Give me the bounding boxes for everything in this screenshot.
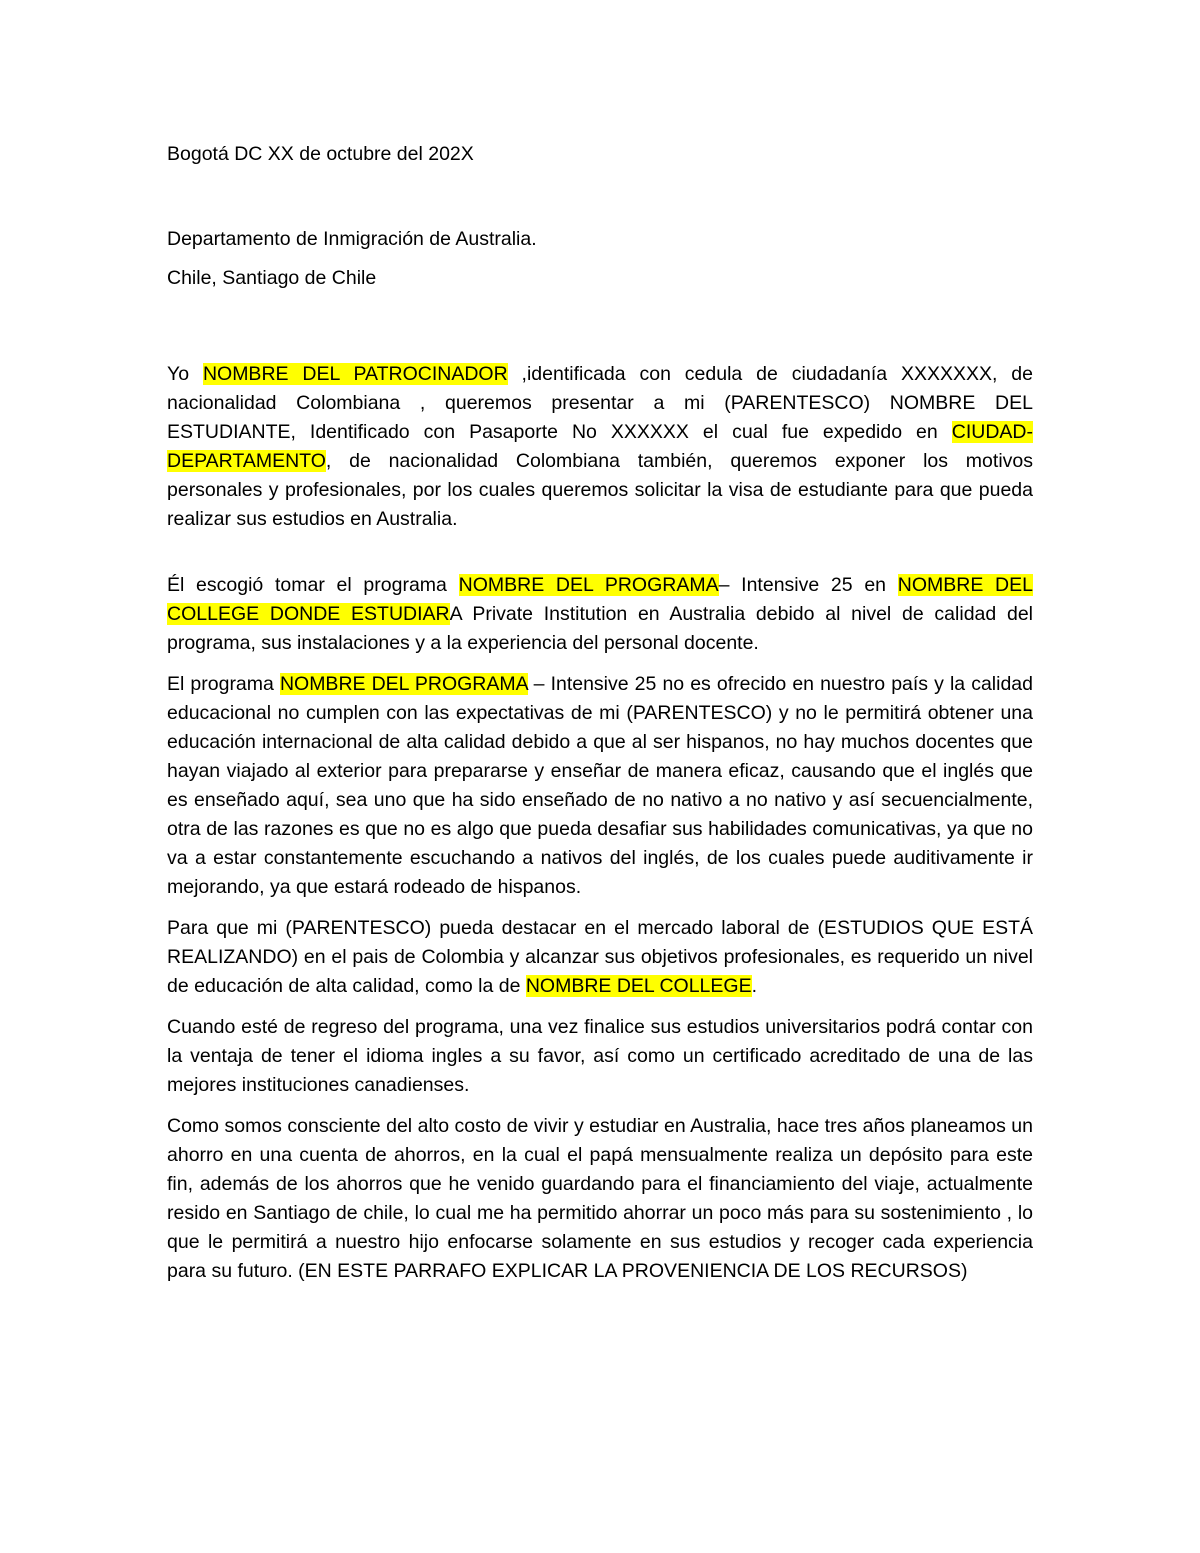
text-run: ,identificada con cedula de ciudadanía XXXXXXX, de nacionalidad Colombiana , queremos presentar a mi (PARENTESCO) NOMBRE DEL ESTUDIANTE, Identificado con Pasaporte No XXXXXX el cual fue expedido en xyxy=(167,363,1034,443)
text-run: El programa xyxy=(167,673,280,695)
text-run: . xyxy=(751,975,758,997)
recipient-line: Departamento de Inmigración de Australia. xyxy=(167,228,537,250)
paragraph-program-choice xyxy=(167,571,1033,658)
text-run: Él escogió tomar el programa xyxy=(167,574,459,596)
paragraph-program-justification xyxy=(167,670,1033,902)
highlight-city-department: CIUDAD-DEPARTAMENTO xyxy=(167,421,1033,472)
text-run: Yo xyxy=(167,363,203,385)
paragraph-return-plans: Cuando esté de regreso del programa, una vez finalice sus estudios universitarios podrá contar con la ventaja de tener el idioma ingles a su favor, así como un certificado acreditado de una de las mejores instituciones canadienses. xyxy=(167,1016,1033,1096)
letter-body xyxy=(167,140,1033,1286)
highlight-sponsor-name: NOMBRE DEL PATROCINADOR xyxy=(202,363,508,385)
highlight-college-name: NOMBRE DEL COLLEGE DONDE ESTUDIAR xyxy=(167,574,1033,625)
paragraph-financial-resources: Como somos consciente del alto costo de vivir y estudiar en Australia, hace tres años planeamos un ahorro en una cuenta de ahorros, en la cual el papá mensualmente realiza un depósito para este fin, además de los ahorros que he venido guardando para el financiamiento del viaje, actualmente resido en Santiago de chile, lo cual me ha permitido ahorrar un poco más para su sostenimiento , lo que le permitirá a nuestro hijo enfocarse solamente en sus estudios y recoger cada experiencia para su futuro. (EN ESTE PARRAFO EXPLICAR LA PROVENIENCIA DE LOS RECURSOS) xyxy=(167,1115,1033,1282)
paragraph-career-goals xyxy=(167,914,1033,1001)
highlight-program-name: NOMBRE DEL PROGRAMA xyxy=(279,673,528,695)
letter-date: Bogotá DC XX de octubre del 202X xyxy=(167,143,474,165)
location-line: Chile, Santiago de Chile xyxy=(167,267,377,289)
text-run: Para que mi (PARENTESCO) pueda destacar en el mercado laboral de (ESTUDIOS QUE ESTÁ REALIZANDO) en el pais de Colombia y alcanzar sus objetivos profesionales, es requerido un nivel de educación de alta calidad, como la de xyxy=(167,917,1033,997)
paragraph-introduction xyxy=(167,360,1033,534)
highlight-program-name: NOMBRE DEL PROGRAMA xyxy=(458,574,719,596)
text-run: A Private Institution en Australia debido al nivel de calidad del programa, sus instalaciones y a la experiencia del personal docente. xyxy=(167,603,1033,654)
highlight-college-name: NOMBRE DEL COLLEGE xyxy=(525,975,752,997)
text-run: , de nacionalidad Colombiana también, queremos exponer los motivos personales y profesionales, por los cuales queremos solicitar la visa de estudiante para que pueda realizar sus estudios en Australia. xyxy=(167,450,1033,530)
text-run: – Intensive 25 no es ofrecido en nuestro país y la calidad educacional no cumplen con las expectativas de mi (PARENTESCO) y no le permitirá obtener una educación internacional de alta calidad debido a que al ser hispanos, no hay muchos docentes que hayan viajado al exterior para prepararse y enseñar de manera eficaz, causando que el inglés que es enseñado aquí, sea uno que ha sido enseñado de no nativo a no nativo y así secuencialmente, otra de las razones es que no es algo que pueda desafiar sus habilidades comunicativas, ya que no va a estar constantemente escuchando a nativos del inglés, de los cuales puede auditivamente ir mejorando, ya que estará rodeado de hispanos. xyxy=(167,673,1033,898)
text-run: – Intensive 25 en xyxy=(718,574,898,596)
